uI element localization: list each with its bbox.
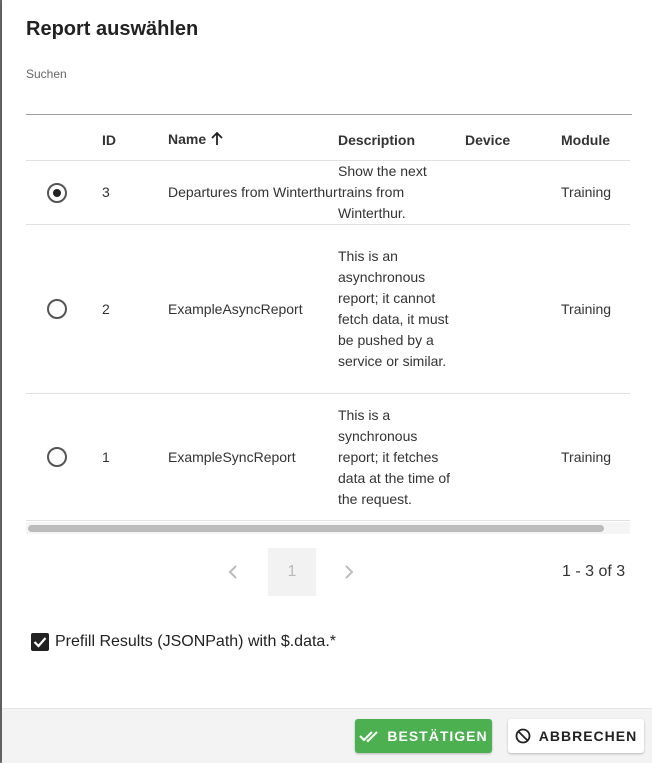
row-id: 2 [102,225,168,394]
row-description: This is an asynchronous report; it cannot fetch data, it must be pushed by a service or similar. [338,225,465,394]
double-check-icon [359,729,379,743]
report-table [26,120,630,521]
arrow-up-icon[interactable] [210,132,224,149]
row-device [465,394,561,521]
row-id: 1 [102,394,168,521]
confirm-button-label: BESTÄTIGEN [387,728,488,744]
horizontal-scrollbar-thumb[interactable] [28,525,604,532]
prefill-checkbox[interactable] [31,633,49,651]
row-module: Training [561,394,630,521]
header-name-label: Name [168,131,207,147]
row-select-radio[interactable] [47,183,67,203]
cancel-circle-icon [515,728,531,744]
header-name[interactable] [168,120,338,161]
chevron-left-icon[interactable] [223,562,243,582]
header-description-label: Description [338,132,416,148]
row-description: This is a synchronous report; it fetches data at the time of the request. [338,394,465,521]
header-select [26,120,102,161]
header-description[interactable] [338,120,465,161]
cancel-button-label: ABBRECHEN [538,728,638,744]
row-module: Training [561,225,630,394]
confirm-button[interactable] [355,719,492,753]
row-device [465,161,561,225]
table-row[interactable] [26,394,630,521]
header-module[interactable] [561,120,630,161]
row-module: Training [561,161,630,225]
table-header-row [26,120,630,161]
dialog-title: Report auswählen [26,18,199,40]
checkmark-icon [33,636,47,648]
search-label: Suchen [26,67,67,81]
chevron-right-icon[interactable] [339,562,359,582]
row-device [465,225,561,394]
dialog-footer [2,708,652,763]
row-name: ExampleAsyncReport [168,225,338,394]
row-select-radio[interactable] [47,447,67,467]
table-row[interactable] [26,225,630,394]
cancel-button[interactable] [508,719,644,753]
header-device[interactable] [465,120,561,161]
table-row[interactable] [26,161,630,225]
row-description: Show the next trains from Winterthur. [338,161,465,225]
pagination-page-button[interactable]: 1 [268,548,316,596]
pagination-range: 1 - 3 of 3 [562,563,626,580]
horizontal-scrollbar[interactable] [26,522,630,534]
header-id-label: ID [102,132,116,148]
row-id: 3 [102,161,168,225]
report-select-dialog [2,0,652,762]
row-select-radio[interactable] [47,299,67,319]
row-name: ExampleSyncReport [168,394,338,521]
report-table-container [26,120,630,522]
header-device-label: Device [465,132,511,148]
header-module-label: Module [561,132,610,148]
row-name: Departures from Winterthur [168,161,338,225]
prefill-checkbox-label[interactable]: Prefill Results (JSONPath) with $.data.* [55,633,336,650]
header-id[interactable] [102,120,168,161]
search-input[interactable] [26,80,632,115]
